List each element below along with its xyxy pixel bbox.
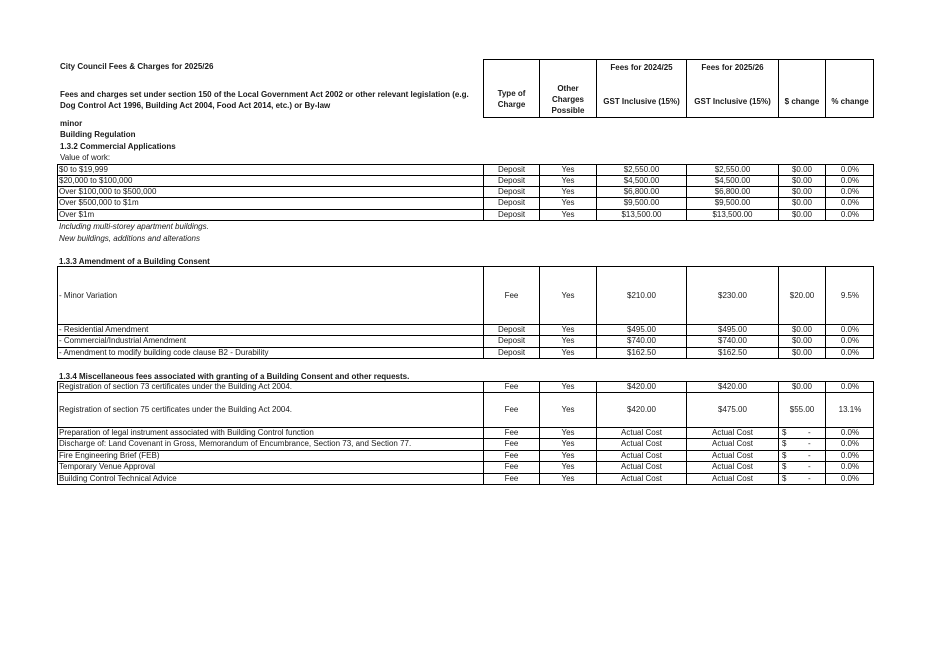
row-dollar-symbol: $: [782, 428, 787, 437]
row-fee-2024-25: Actual Cost: [621, 462, 662, 471]
row-fee-2024-25: $2,550.00: [623, 165, 660, 174]
header-other-charges: Other Charges Possible: [551, 84, 585, 115]
row-pct-change: 0.0%: [840, 325, 860, 334]
row-fee-2025-26: Actual Cost: [712, 439, 753, 448]
row-fee-2024-25: $9,500.00: [623, 198, 660, 207]
row-type: Deposit: [497, 325, 526, 334]
row-description: Preparation of legal instrument associated with Building Control function: [59, 428, 314, 437]
row-type: Deposit: [497, 165, 526, 174]
row-dollar-change: $0.00: [791, 198, 813, 207]
row-fee-2024-25: Actual Cost: [621, 451, 662, 460]
row-fee-2024-25: $420.00: [627, 405, 656, 414]
header-pct-change: % change: [831, 97, 869, 106]
row-description: Building Control Technical Advice: [59, 474, 177, 483]
row-fee-2025-26: Actual Cost: [712, 428, 753, 437]
row-description: Over $100,000 to $500,000: [59, 187, 157, 196]
row-pct-change: 0.0%: [840, 176, 860, 185]
row-pct-change: 0.0%: [840, 198, 860, 207]
row-pct-change: 0.0%: [840, 382, 860, 391]
row-other: Yes: [561, 176, 575, 185]
row-description: $0 to $19,999: [59, 165, 108, 174]
row-description: $20,000 to $100,000: [59, 176, 133, 185]
row-type: Deposit: [497, 198, 526, 207]
row-other: Yes: [561, 325, 575, 334]
row-dollar-change: -: [808, 462, 811, 471]
row-other: Yes: [561, 428, 575, 437]
row-other: Yes: [561, 336, 575, 345]
document-title: City Council Fees & Charges for 2025/26: [60, 62, 214, 71]
row-type: Fee: [504, 405, 519, 414]
row-type: Fee: [504, 451, 519, 460]
row-fee-2025-26: $13,500.00: [712, 210, 753, 219]
row-description: Fire Engineering Brief (FEB): [59, 451, 160, 460]
row-dollar-symbol: $: [782, 439, 787, 448]
row-description: - Commercial/Industrial Amendment: [59, 336, 187, 345]
row-description: Registration of section 73 certificates under the Building Act 2004.: [59, 382, 293, 391]
row-fee-2025-26: Actual Cost: [712, 462, 753, 471]
row-description: - Minor Variation: [59, 291, 118, 300]
note-new-buildings: New buildings, additions and alterations: [59, 234, 200, 243]
row-fee-2024-25: $210.00: [627, 291, 656, 300]
row-fee-2025-26: $420.00: [718, 382, 747, 391]
row-dollar-change: $0.00: [791, 176, 813, 185]
row-other: Yes: [561, 439, 575, 448]
row-type: Deposit: [497, 210, 526, 219]
row-fee-2024-25: $162.50: [627, 348, 656, 357]
row-type: Fee: [504, 382, 519, 391]
row-pct-change: 0.0%: [840, 210, 860, 219]
row-fee-2025-26: Actual Cost: [712, 474, 753, 483]
row-fee-2024-25: Actual Cost: [621, 428, 662, 437]
row-fee-2025-26: $495.00: [718, 325, 747, 334]
row-dollar-change: $0.00: [791, 165, 813, 174]
row-other: Yes: [561, 474, 575, 483]
row-fee-2024-25: $420.00: [627, 382, 656, 391]
row-dollar-change: -: [808, 474, 811, 483]
header-gst-2024-25: GST Inclusive (15%): [603, 97, 680, 106]
row-other: Yes: [561, 348, 575, 357]
description-line-2: Dog Control Act 1996, Building Act 2004, Food Act 2014, etc.) or By-law: [60, 101, 331, 110]
row-dollar-change: $0.00: [791, 325, 813, 334]
row-dollar-change: $0.00: [791, 210, 813, 219]
row-pct-change: 0.0%: [840, 336, 860, 345]
row-other: Yes: [561, 291, 575, 300]
section-1-3-2-title: 1.3.2 Commercial Applications: [60, 142, 176, 151]
row-type: Deposit: [497, 176, 526, 185]
row-dollar-change: -: [808, 451, 811, 460]
row-other: Yes: [561, 462, 575, 471]
row-pct-change: 0.0%: [840, 187, 860, 196]
row-other: Yes: [561, 382, 575, 391]
header-gst-2025-26: GST Inclusive (15%): [694, 97, 771, 106]
row-type: Fee: [504, 291, 519, 300]
row-type: Deposit: [497, 336, 526, 345]
header-fees-2025-26: Fees for 2025/26: [701, 63, 764, 72]
section-1-3-4-title: 1.3.4 Miscellaneous fees associated with granting of a Building Consent and other requests.: [59, 372, 410, 381]
row-fee-2024-25: Actual Cost: [621, 474, 662, 483]
row-description: - Amendment to modify building code clause B2 - Durability: [59, 348, 269, 357]
row-description: Discharge of: Land Covenant in Gross, Memorandum of Encumbrance, Section 73, and Section 77.: [59, 439, 412, 448]
row-other: Yes: [561, 405, 575, 414]
row-dollar-symbol: $: [782, 462, 787, 471]
section-1-3-3-title: 1.3.3 Amendment of a Building Consent: [59, 257, 210, 266]
note-multi-storey: Including multi-storey apartment buildings.: [59, 222, 209, 231]
row-type: Fee: [504, 474, 519, 483]
row-pct-change: 9.5%: [840, 291, 860, 300]
row-pct-change: 0.0%: [840, 348, 860, 357]
row-other: Yes: [561, 210, 575, 219]
row-fee-2025-26: Actual Cost: [712, 451, 753, 460]
row-pct-change: 0.0%: [840, 462, 860, 471]
row-type: Fee: [504, 428, 519, 437]
row-pct-change: 0.0%: [840, 439, 860, 448]
row-fee-2024-25: $6,800.00: [623, 187, 660, 196]
row-fee-2024-25: $13,500.00: [621, 210, 662, 219]
row-type: Fee: [504, 439, 519, 448]
row-other: Yes: [561, 451, 575, 460]
row-pct-change: 13.1%: [838, 405, 862, 414]
description-line-1: Fees and charges set under section 150 of the Local Government Act 2002 or other relevant legislation (e.g.: [60, 90, 469, 99]
row-description: Over $500,000 to $1m: [59, 198, 139, 207]
row-fee-2025-26: $475.00: [718, 405, 747, 414]
row-dollar-change: $20.00: [789, 291, 815, 300]
section-1-3-2-subtitle: Value of work:: [60, 153, 111, 162]
row-dollar-change: $0.00: [791, 348, 813, 357]
row-other: Yes: [561, 198, 575, 207]
row-type: Deposit: [497, 187, 526, 196]
header-dollar-change: $ change: [784, 97, 820, 106]
row-fee-2024-25: $495.00: [627, 325, 656, 334]
row-fee-2024-25: Actual Cost: [621, 439, 662, 448]
row-dollar-change: $0.00: [791, 336, 813, 345]
row-description: Over $1m: [59, 210, 95, 219]
row-fee-2025-26: $4,500.00: [714, 176, 751, 185]
row-other: Yes: [561, 187, 575, 196]
header-type-of-charge: Type of Charge: [497, 89, 526, 109]
row-description: - Residential Amendment: [59, 325, 149, 334]
header-fees-2024-25: Fees for 2024/25: [610, 63, 673, 72]
row-pct-change: 0.0%: [840, 428, 860, 437]
row-dollar-symbol: $: [782, 451, 787, 460]
row-dollar-change: $0.00: [791, 382, 813, 391]
row-pct-change: 0.0%: [840, 474, 860, 483]
row-fee-2025-26: $230.00: [718, 291, 747, 300]
row-fee-2024-25: $740.00: [627, 336, 656, 345]
row-description: Registration of section 75 certificates under the Building Act 2004.: [59, 405, 293, 414]
row-fee-2025-26: $740.00: [718, 336, 747, 345]
row-dollar-symbol: $: [782, 474, 787, 483]
row-dollar-change: -: [808, 428, 811, 437]
minor-label: minor: [60, 119, 83, 128]
row-description: Temporary Venue Approval: [59, 462, 156, 471]
row-type: Deposit: [497, 348, 526, 357]
row-other: Yes: [561, 165, 575, 174]
row-fee-2025-26: $2,550.00: [714, 165, 751, 174]
row-fee-2025-26: $9,500.00: [714, 198, 751, 207]
row-dollar-change: -: [808, 439, 811, 448]
row-fee-2024-25: $4,500.00: [623, 176, 660, 185]
category-label: Building Regulation: [60, 130, 136, 139]
row-fee-2025-26: $6,800.00: [714, 187, 751, 196]
row-fee-2025-26: $162.50: [718, 348, 747, 357]
row-dollar-change: $55.00: [789, 405, 815, 414]
row-pct-change: 0.0%: [840, 451, 860, 460]
row-dollar-change: $0.00: [791, 187, 813, 196]
row-pct-change: 0.0%: [840, 165, 860, 174]
row-type: Fee: [504, 462, 519, 471]
